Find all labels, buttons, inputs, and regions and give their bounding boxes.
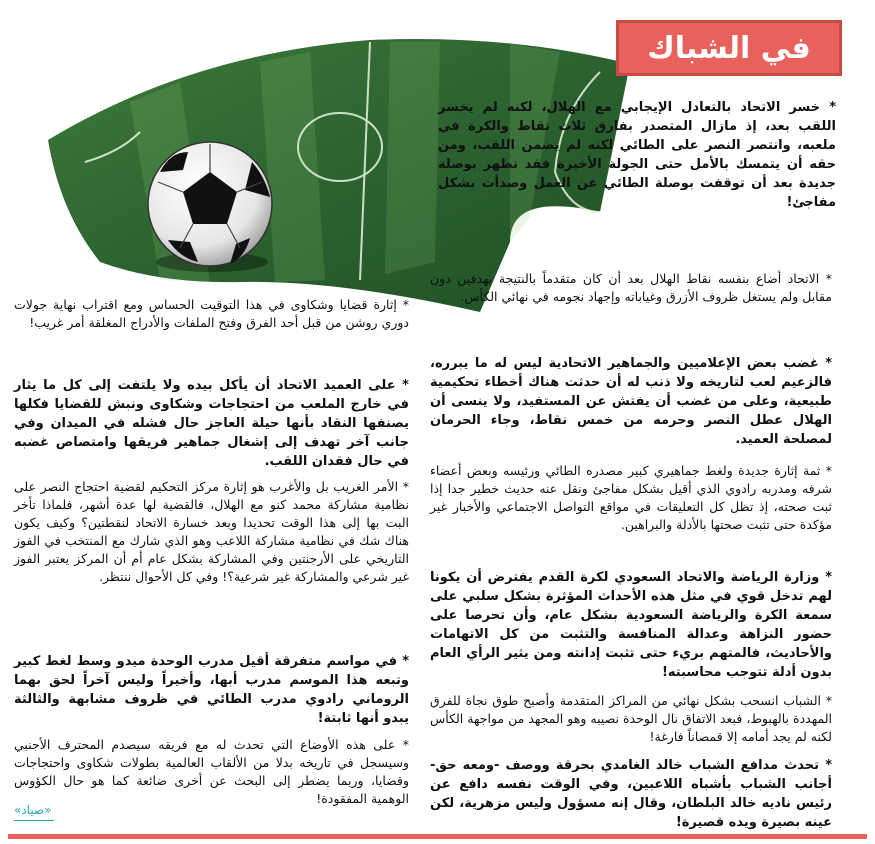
- paragraph: * وزارة الرياضة والاتحاد السعودي لكرة القدم يفترض أن يكونا لهم تدخل قوي في مثل هذه الأحداث المؤثرة بشكل سلبي على سمعة الكرة والرياضة السعودية بشكل عام، وأن تحرصا على حضور النزاهة وعدالة المنافسة والتثبت من كل الاتهامات والأحاديث، فالمتهم بريء حتى تثبت إدانته ومن يثير الرأي العام بدون أدلة تتوجب محاسبته!: [430, 570, 832, 680]
- paragraph: * في مواسم متفرقة أقيل مدرب الوحدة ميدو وسط لغط كبير وتبعه هذا الموسم مدرب أبها، وأخيراً وليس آخراً لحق بهما الروماني رادوي مدرب الطائي في ظروف مشابهة والثالثة يبدو أنها ثابتة!: [14, 654, 409, 726]
- paragraph: * غضب بعض الإعلاميين والجماهير الاتحادية ليس له ما يبرره، فالزعيم لعب لتاريخه ولا ذنب له أن حدثت هناك أخطاء تحكيمية طبيعية، وعلى من غضب أن يفتش عن المستفيد، ولا ينسى أن الهلال عطل النصر وحرمه من خمس نقاط، وجاء الحرمان لمصلحة العميد.: [430, 356, 832, 447]
- left-column-2: [14, 376, 409, 471]
- paragraph: * خسر الاتحاد بالتعادل الإيجابي مع الهلال، لكنه لم يخسر اللقب بعد، إذ مازال المتصدر بفارق ثلاث نقاط والكرة في ملعبه، وانتصر النصر على الطائي لكنه لم يضمن اللقب، ومن حقه أن يتمسك بالأمل حتى الجولة الأخيرة فقد تظهر بوصلة جديدة بعد أن توقفت بوصلة الطائي عن العمل وصدأت بشكل مفاجئ!: [438, 100, 836, 210]
- section-title: [616, 20, 842, 76]
- section-title-text: في الشباك: [647, 30, 811, 66]
- left-column-4: [14, 652, 409, 728]
- paragraph: * تحدث مدافع الشباب خالد الغامدي بحرقة ووصف -ومعه حق- أجانب الشباب بأشباه اللاعبين، وفي الوقت نفسه دافع عن رئيس ناديه خالد البلطان، وقال إنه مسؤول وليس مزهرية، لكن عينه بصيرة ويده قصيرة!: [430, 758, 832, 830]
- left-column-5: [14, 736, 409, 808]
- bottom-divider: [8, 834, 867, 839]
- right-column-3: [430, 354, 832, 449]
- paragraph: * إثارة قضايا وشكاوى في هذا التوقيت الحساس ومع اقتراب نهاية جولات دوري روشن من قبل أحد الفرق وفتح الملفات والأدراج المغلقة أمر غريب!: [14, 297, 409, 330]
- author-credit: «صياد»: [14, 803, 52, 817]
- paragraph: * ثمة إثارة جديدة ولغط جماهيري كبير مصدره الطائي ورئيسه وبعض أعضاء شرفه ومدربه رادوي الذي أقيل بشكل مفاجئ ونقل عنه حديث خطير جدا إذا ثبت صحته، إذ تظل كل التعليقات في مواقع التواصل الاجتماعي والأخبار غير مؤكدة حتى تثبت صحتها بالأدلة والبراهين.: [430, 463, 832, 532]
- right-column-2: [430, 270, 832, 306]
- paragraph: * الأمر الغريب بل والأغرب هو إثارة مركز التحكيم لقضية احتجاج النصر على نظامية مشاركة محمد كنو مع الهلال، فالقضية لها عدة أشهر، فلماذا تأخر البت بها إلى هذا الوقت تحديدا وبعد خسارة الاتحاد لنقطتين؟ وكيف يكون هناك شك في نظامية مشاركة اللاعب وهو الذي شارك مع المنتخب في الفوز التاريخي على الأرجنتين وفي المشاركة بشكل عام أم أن المركز يعتبر الفوز غير شرعي والمشاركة غير شرعية؟! وفي كل الأحوال ننتظر.: [14, 479, 409, 584]
- credit-underline: [14, 820, 54, 821]
- right-column-7: [430, 756, 832, 832]
- paragraph: * على هذه الأوضاع التي تحدث له مع فريقه سيصدم المحترف الأجنبي وسيسجل في تاريخه بدلا من الألقاب العالمية بطولات شكاوى واحتجاجات وقضايا، وربما يضطر إلى البحث عن أخرى ضائعة كما هو حال الكؤوس الوهمية المفقودة!: [14, 737, 409, 806]
- right-column-4: [430, 462, 832, 534]
- left-column-1: [14, 296, 409, 332]
- right-column-6: [430, 692, 832, 746]
- paragraph: * الاتحاد أضاع بنفسه نقاط الهلال بعد أن كان متقدماً بالنتيجة بهدفين دون مقابل ولم يستغل ظروف الأزرق وغياباته وإجهاد نجومه في نهائي الكأس.: [430, 271, 832, 304]
- right-column-5: [430, 568, 832, 682]
- paragraph: * على العميد الاتحاد أن يأكل بيده ولا يلتفت إلى كل ما يثار في خارج الملعب من احتجاجات وشكاوى ونبش للقضايا فكلها يصنفها النقاد بأنها حيلة العاجز حال فشله في الميدان وفي جانب آخر تهدف إلى إشغال جماهير فريقها وامتصاص غضبه في حال فقدان اللقب.: [14, 378, 409, 469]
- paragraph: * الشباب انسحب بشكل نهائي من المراكز المتقدمة وأصبح طوق نجاة للفرق المهددة بالهبوط، فبعد الاتفاق نال الوحدة نصيبه وهو المجهد من مواجهة الكأس لكنه لم يجد أمامه إلا قمصاناً فارغة!: [430, 693, 832, 744]
- left-column-3: [14, 478, 409, 586]
- right-column-top: [438, 98, 836, 212]
